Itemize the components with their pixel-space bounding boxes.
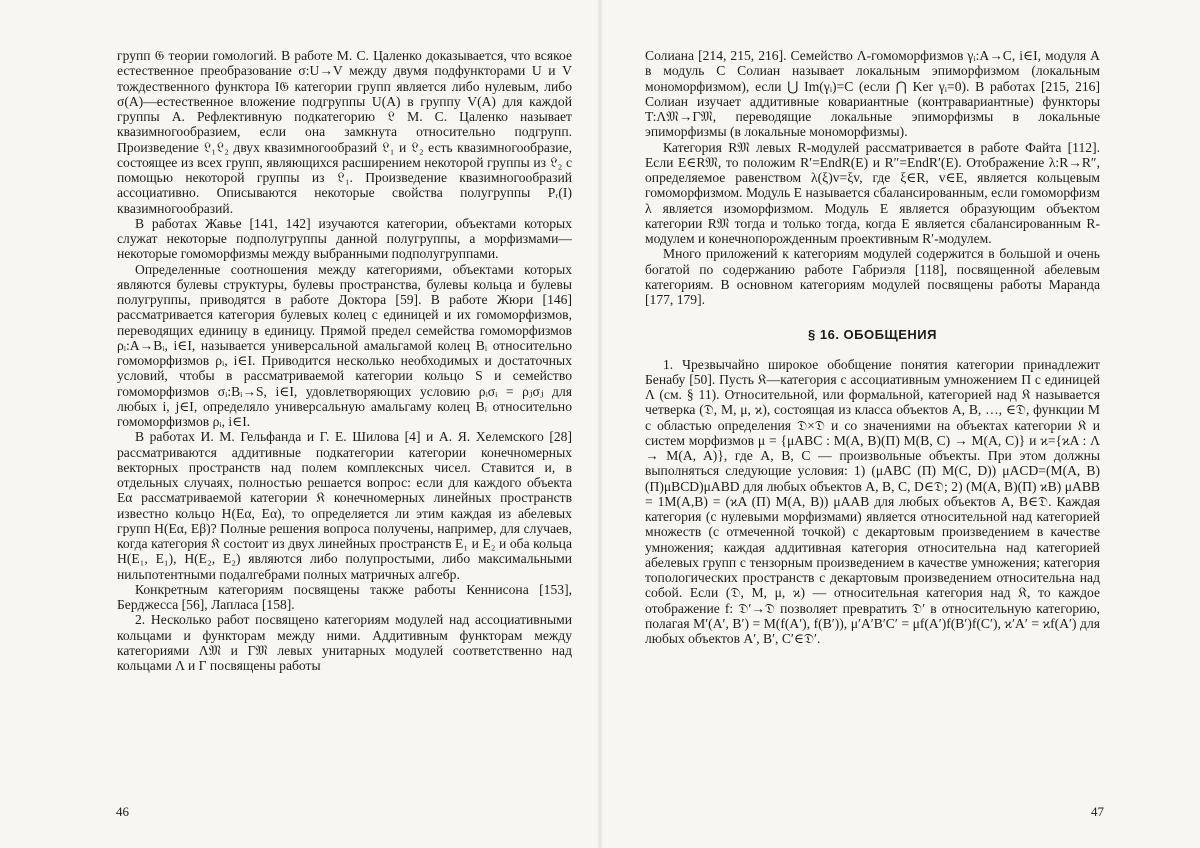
section-heading: § 16. ОБОБЩЕНИЯ xyxy=(808,327,937,343)
paragraph: В работах Жавье [141, 142] изучаются категории, объектами которых служат некоторые подполугруппы данной полугруппы, а морфизмами—некоторые гомоморфизмы между выбранными подполугруппами. xyxy=(117,215,572,262)
paragraph: Определенные соотношения между категориями, объектами которых являются булевы структуры, булевы пространства, булевы кольца и булевы полугруппы, приводятся в работе Доктора [59]. В работе Жюри [146] рассматривается категория булевых колец с единицей и их гомоморфизмов, переводящих единицу в единицу. Прямой предел семейства гомоморфизмов ρᵢ:A→Bᵢ, i∈I, называется универсальной амальгамой колец Bᵢ относительно гомоморфизмов ρᵢ, i∈I. Приводится несколько необходимых и достаточных условий, чтобы в рассматриваемой категории кольцо S и семейство гомоморфизмов σᵢ:Bᵢ→S, i∈I, удовлетворяющих условию ρᵢσᵢ = ρⱼσⱼ для любых i, j∈I, определяло универсальную амальгаму колец Bᵢ относительно гомоморфизмов ρᵢ, i∈I. xyxy=(117,261,572,429)
right-text-column xyxy=(645,48,1100,646)
paragraph: Конкретным категориям посвящены также работы Кеннисона [153], Берджесса [56], Лапласа [158]. xyxy=(117,581,572,612)
paragraph: В работах И. М. Гельфанда и Г. Е. Шилова [4] и А. Я. Хелемского [28] рассматриваются аддитивные подкатегории категории конечномерных векторных пространств над полем комплексных чисел. Ставится и, в отдельных случаях, полностью решается вопрос: если для каждого объекта Eα рассматриваемой категории 𝔎 конечномерных линейных пространств известно кольцо H(Eα, Eα), то определяется ли этим каждая из абелевых групп H(Eα, Eβ)? Полные решения вопроса получены, например, для случаев, когда категория 𝔎 состоит из двух линейных пространств E₁ и E₂ и оба кольца H(E₁, E₁), H(E₂, E₂) являются либо полупростыми, либо максимальными нильпотентными подалгебрами полных матричных алгебр. xyxy=(117,429,572,582)
right-page xyxy=(600,0,1200,848)
paragraph: Категория R𝔐 левых R-модулей рассматривается в работе Файта [112]. Если E∈R𝔐, то положим R′=EndR(E) и R″=EndR′(E). Отображение λ:R→R″, определяемое равенством λ(ξ)v=ξv, где ξ∈R, v∈E, является кольцевым гомоморфизмом. Модуль E называется сбалансированным, если гомоморфизм λ является изоморфизмом. Модуль E является образующим объектом категории R𝔐 тогда и только тогда, когда E является сбалансированным R-модулем и конечнопорожденным проективным R′-модулем. xyxy=(645,139,1100,246)
paragraph: 1. Чрезвычайно широкое обобщение понятия категории принадлежит Бенабу [50]. Пусть 𝔎—категория с ассоциативным умножением Π с единицей Λ (см. § 11). Относительной, или формальной, категорией над 𝔎 называется четверка (𝔇, M, μ, ϰ), состоящая из класса объектов A, B, …, ∈𝔇, функции M с областью определения 𝔇×𝔇 и со значениями на объектах категории 𝔎 и систем морфизмов μ = {μABC : M(A, B)(Π) M(B, C) → M(A, C)} и ϰ={ϰA : Λ → M(A, A)}, где A, B, C — произвольные объекты. При этом должны выполняться следующие условия: 1) (μABC (Π) M(C, D)) μACD=(M(A, B)(Π)μBCD)μABD для любых объектов A, B, C, D∈𝔇; 2) (M(A, B)(Π) ϰB) μABB = 1M(A,B) = (ϰA (Π) M(A, B)) μAAB для любых объектов A, B∈𝔇. Каждая категория (с нулевыми морфизмами) является относительной над категорией множеств (с отмеченной точкой) с декартовым произведением в качестве умножения; каждая аддитивная категория относительна над категорией абелевых групп с тензорным произведением в качестве умножения; категория топологических пространств с декартовым произведением относительна над собой. Если (𝔇, M, μ, ϰ) — относительная категория над 𝔎, то каждое отображение f: 𝔇′→𝔇 позволяет превратить 𝔇′ в относительную категорию, полагая M′(A′, B′) = M(f(A′), f(B′)), μ′A′B′C′ = μf(A′)f(B′)f(C′), ϰ′A′ = ϰf(A′) для любых объектов A′, B′, C′∈𝔇′. xyxy=(645,356,1100,646)
page-number-left: 46 xyxy=(116,804,129,819)
paragraph: групп 𝔊 теории гомологий. В работе М. С. Цаленко доказывается, что всякое естественное преобразование σ:U→V между двумя подфункторами U и V тождественного функтора I𝔊 категории групп является либо нулевым, либо σ(A)—естественное вложение подгруппы U(A) в группу V(A) для каждой группы A. Рефлективную подкатегорию 𝔏 М. С. Цаленко называет квазимногообразием, если она замкнута относительно подгрупп. Произведение 𝔏₁𝔏₂ двух квазимногообразий 𝔏₁ и 𝔏₂ есть квазимногообразие, состоящее из всех групп, являющихся расширением некоторой группы из 𝔏₂ с помощью некоторой группы из 𝔏₁. Произведение квазимногообразий ассоциативно. Описываются некоторые свойства полугруппы Pᵣ(I) квазимногообразий. xyxy=(117,48,572,216)
page-number-right: 47 xyxy=(1091,804,1104,819)
paragraph: 2. Несколько работ посвящено категориям модулей над ассоциативными кольцами и функторам между ними. Аддитивным функторам между категориями Λ𝔐 и Γ𝔐 левых унитарных модулей соответственно над кольцами Λ и Γ посвящены работы xyxy=(117,612,572,673)
paragraph: Солиана [214, 215, 216]. Семейство Λ-гомоморфизмов γᵢ:A→C, i∈I, модуля A в модуль C Солиан называет локальным эпиморфизмом (локальным мономорфизмом), если ⋃ Im(γᵢ)=C (если ⋂ Ker γᵢ=0). В работах [215, 216] Солиан изучает аддитивные ковариантные (контравариантные) функторы T:Λ𝔐→Γ𝔐, переводящие локальные эпиморфизмы в локальные эпиморфизмы (в локальные мономорфизмы). xyxy=(645,48,1100,140)
left-text-column xyxy=(117,48,572,673)
paragraph: Много приложений к категориям модулей содержится в большой и очень богатой по содержанию работе Габриэля [118], посвященной абелевым категориям. В основном категориям модулей посвящены работы Маранда [177, 179]. xyxy=(645,246,1100,307)
